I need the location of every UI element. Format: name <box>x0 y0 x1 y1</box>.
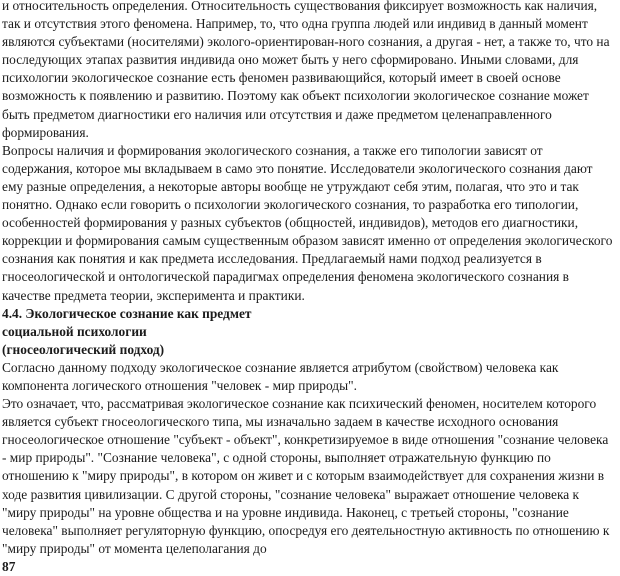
section-heading <box>2 305 616 359</box>
paragraph-meaning: Это означает, что, рассматривая экологическое сознание как психический феномен, носителем которого является субъект гносеологического типа, мы изначально задаем в качестве исходного основания гносеологическое отношение "субъект - объект", конкретизируемое в виде отношения "сознание человека - мир природы". "Сознание человека", с одной стороны, выполняет отражательную функцию по отношению к "миру природы", в котором он живет и с которым взаимодействует для сохранения жизни в ходе развития цивилизации. С другой стороны, "сознание человека" выражает отношение человека к "миру природы" на уровне общества и на уровне индивида. Наконец, с третьей стороны, "сознание человека" выполняет регуляторную функцию, опосредуя его деятельностную активность по отношению к "миру природы" от момента целеполагания до <box>2 396 610 556</box>
paragraph-questions: Вопросы наличия и формирования экологического сознания, а также его типологии зависят от содержания, которое мы вкладываем в само это понятие. Исследователи экологического сознания дают ему разные определения, а некоторые авторы вообще не утруждают себя этим, полагая, что это и так понятно. Однако если говорить о психологии экологического сознания, то разработка его типологии, особенностей формирования у разных субъектов (общностей, индивидов), методов его диагностики, коррекции и формирования самым существенным образом зависят именно от определения экологического сознания как понятия и как предмета исследования. Предлагаемый нами подход реализуется в гносеологической и онтологической парадигмах определения феномена экологического сознания в качестве предмета теории, эксперимента и практики. <box>2 142 613 303</box>
paragraph-relativity: и относительность определения. Относительность существования фиксирует возможность как наличия, так и отсутствия этого феномена. Например, то, что одна группа людей или индивид в данный момент являются субъектами (носителями) эколого-ориентирован-ного сознания, а другая - нет, а также то, что на последующих этапах развития индивида оно может быть у него сформировано. Иными словами, для психологии экологическое сознание есть феномен развивающийся, который имеет в своей основе возможность к появлению и развитию. Поэтому как объект психологии экологическое сознание может быть предметом диагностики его наличия или отсутствия и даже предметом целенаправленного формирования. <box>2 0 610 140</box>
section-heading-line-2: социальной психологии <box>2 323 147 339</box>
paragraph-approach: Согласно данному подходу экологическое сознание является атрибутом (свойством) человека как компонента логического отношения "человек - мир природы". <box>2 359 559 393</box>
document-page <box>2 0 616 576</box>
page-number: 87 <box>2 558 16 574</box>
section-heading-line-1: 4.4. Экологическое сознание как предмет <box>2 305 252 321</box>
section-heading-line-3: (гносеологический подход) <box>2 341 165 357</box>
